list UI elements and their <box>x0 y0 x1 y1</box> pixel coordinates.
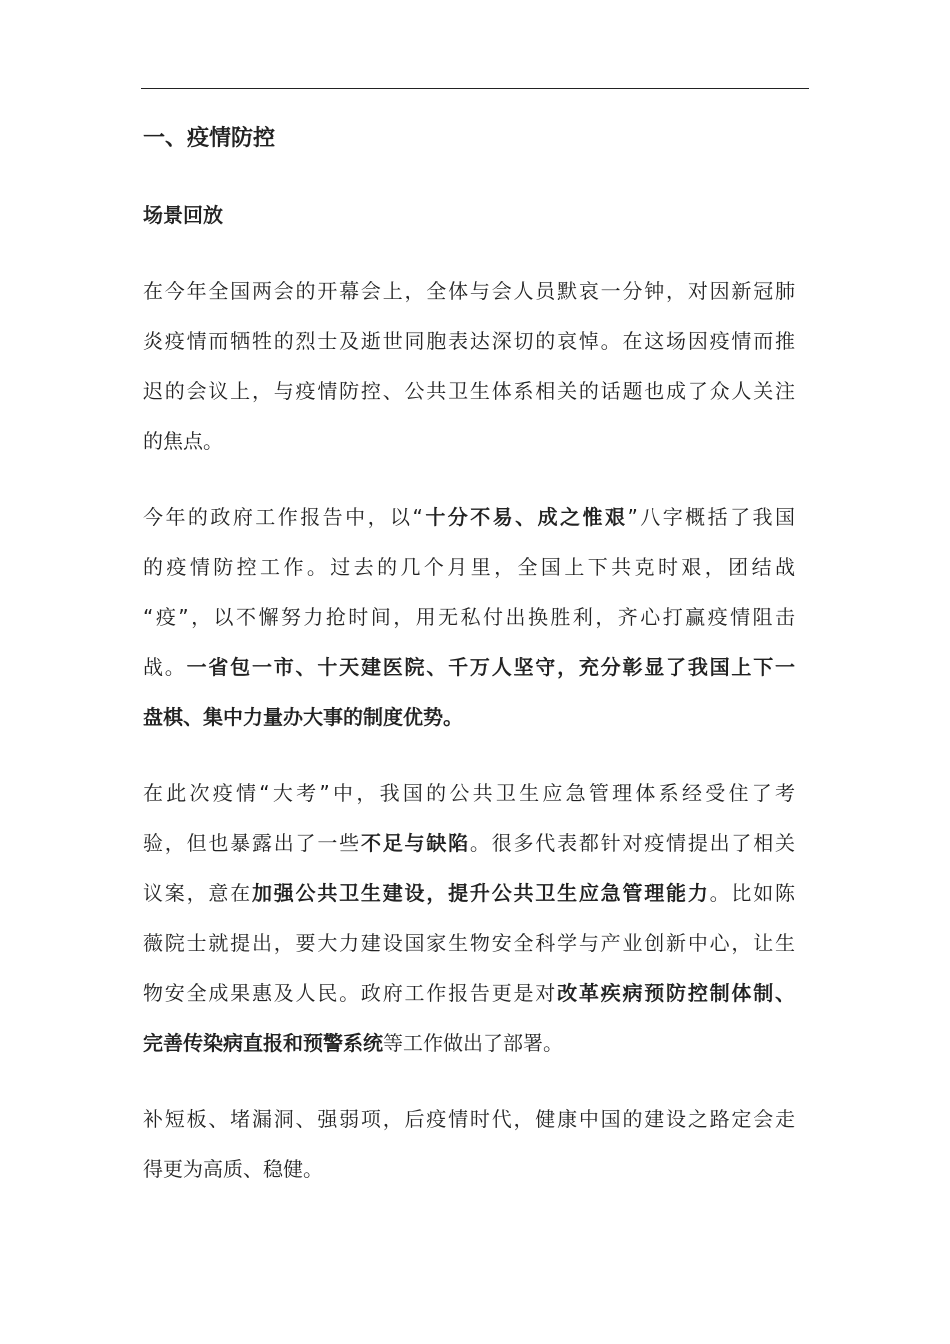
text-line <box>143 642 795 692</box>
subsection-heading: 场景回放 <box>143 203 223 227</box>
text-run: 在今年全国两会的开幕会上，全体与会人员默哀一分钟，对因新冠肺 <box>143 279 795 303</box>
bold-text: 不足与缺陷 <box>360 831 470 855</box>
text-line <box>143 1094 795 1144</box>
text-run: 验，但也暴露出了一些 <box>143 831 361 855</box>
text-run: 的焦点。 <box>143 429 223 453</box>
bold-text: 改革疾病预防控制体制、 <box>557 981 796 1005</box>
bold-text: 一省包一市、十天建医院、千万人坚守，充分彰显了我国上下一 <box>186 655 796 679</box>
text-line <box>143 768 795 818</box>
paragraph-3 <box>143 768 795 1068</box>
paragraph-1 <box>143 266 795 466</box>
text-run: 等工作做出了部署。 <box>383 1031 563 1055</box>
text-line <box>143 266 795 316</box>
text-run: 薇院士就提出，要大力建设国家生物安全科学与产业创新中心，让生 <box>143 931 795 955</box>
paragraph-container <box>143 266 795 1194</box>
text-line <box>143 868 795 918</box>
text-run: “疫”，以不懈努力抢时间，用无私付出换胜利，齐心打赢疫情阻击 <box>143 605 795 629</box>
bold-text: 完善传染病直报和预警系统 <box>143 1031 383 1055</box>
text-line <box>143 492 795 542</box>
text-line <box>143 542 795 592</box>
text-run: 在此次疫情“大考”中，我国的公共卫生应急管理体系经受住了考 <box>143 781 795 805</box>
top-divider <box>141 88 809 89</box>
text-run: 的疫情防控工作。过去的几个月里，全国上下共克时艰，团结战 <box>143 555 795 579</box>
bold-text: 加强公共卫生建设，提升公共卫生应急管理能力 <box>251 881 710 905</box>
section-heading: 一、疫情防控 <box>143 126 276 151</box>
text-line <box>143 918 795 968</box>
bold-text: 十分不易、成之惟艰 <box>422 505 628 529</box>
bold-text: 盘棋、集中力量办大事的制度优势。 <box>143 705 463 729</box>
text-run: 物安全成果惠及人民。政府工作报告更是对 <box>143 981 558 1005</box>
text-line <box>143 1018 795 1068</box>
text-line <box>143 366 795 416</box>
text-line <box>143 1144 795 1194</box>
text-run: 今年的政府工作报告中，以“ <box>143 505 423 529</box>
text-run: 。比如陈 <box>709 881 796 905</box>
text-line <box>143 692 795 742</box>
text-run: 战。 <box>143 655 187 679</box>
text-run: 补短板、堵漏洞、强弱项，后疫情时代，健康中国的建设之路定会走 <box>143 1107 795 1131</box>
text-line <box>143 968 795 1018</box>
text-line <box>143 416 795 466</box>
text-run: 议案，意在 <box>143 881 252 905</box>
text-line <box>143 818 795 868</box>
paragraph-4 <box>143 1094 795 1194</box>
text-line <box>143 316 795 366</box>
text-run: 得更为高质、稳健。 <box>143 1157 323 1181</box>
paragraph-2 <box>143 492 795 742</box>
text-run: ”八字概括了我国 <box>627 505 795 529</box>
text-run: 。很多代表都针对疫情提出了相关 <box>469 831 796 855</box>
text-run: 炎疫情而牺牲的烈士及逝世同胞表达深切的哀悼。在这场因疫情而推 <box>143 329 795 353</box>
text-run: 迟的会议上，与疫情防控、公共卫生体系相关的话题也成了众人关注 <box>143 379 795 403</box>
document-body <box>143 114 795 1220</box>
text-line <box>143 592 795 642</box>
